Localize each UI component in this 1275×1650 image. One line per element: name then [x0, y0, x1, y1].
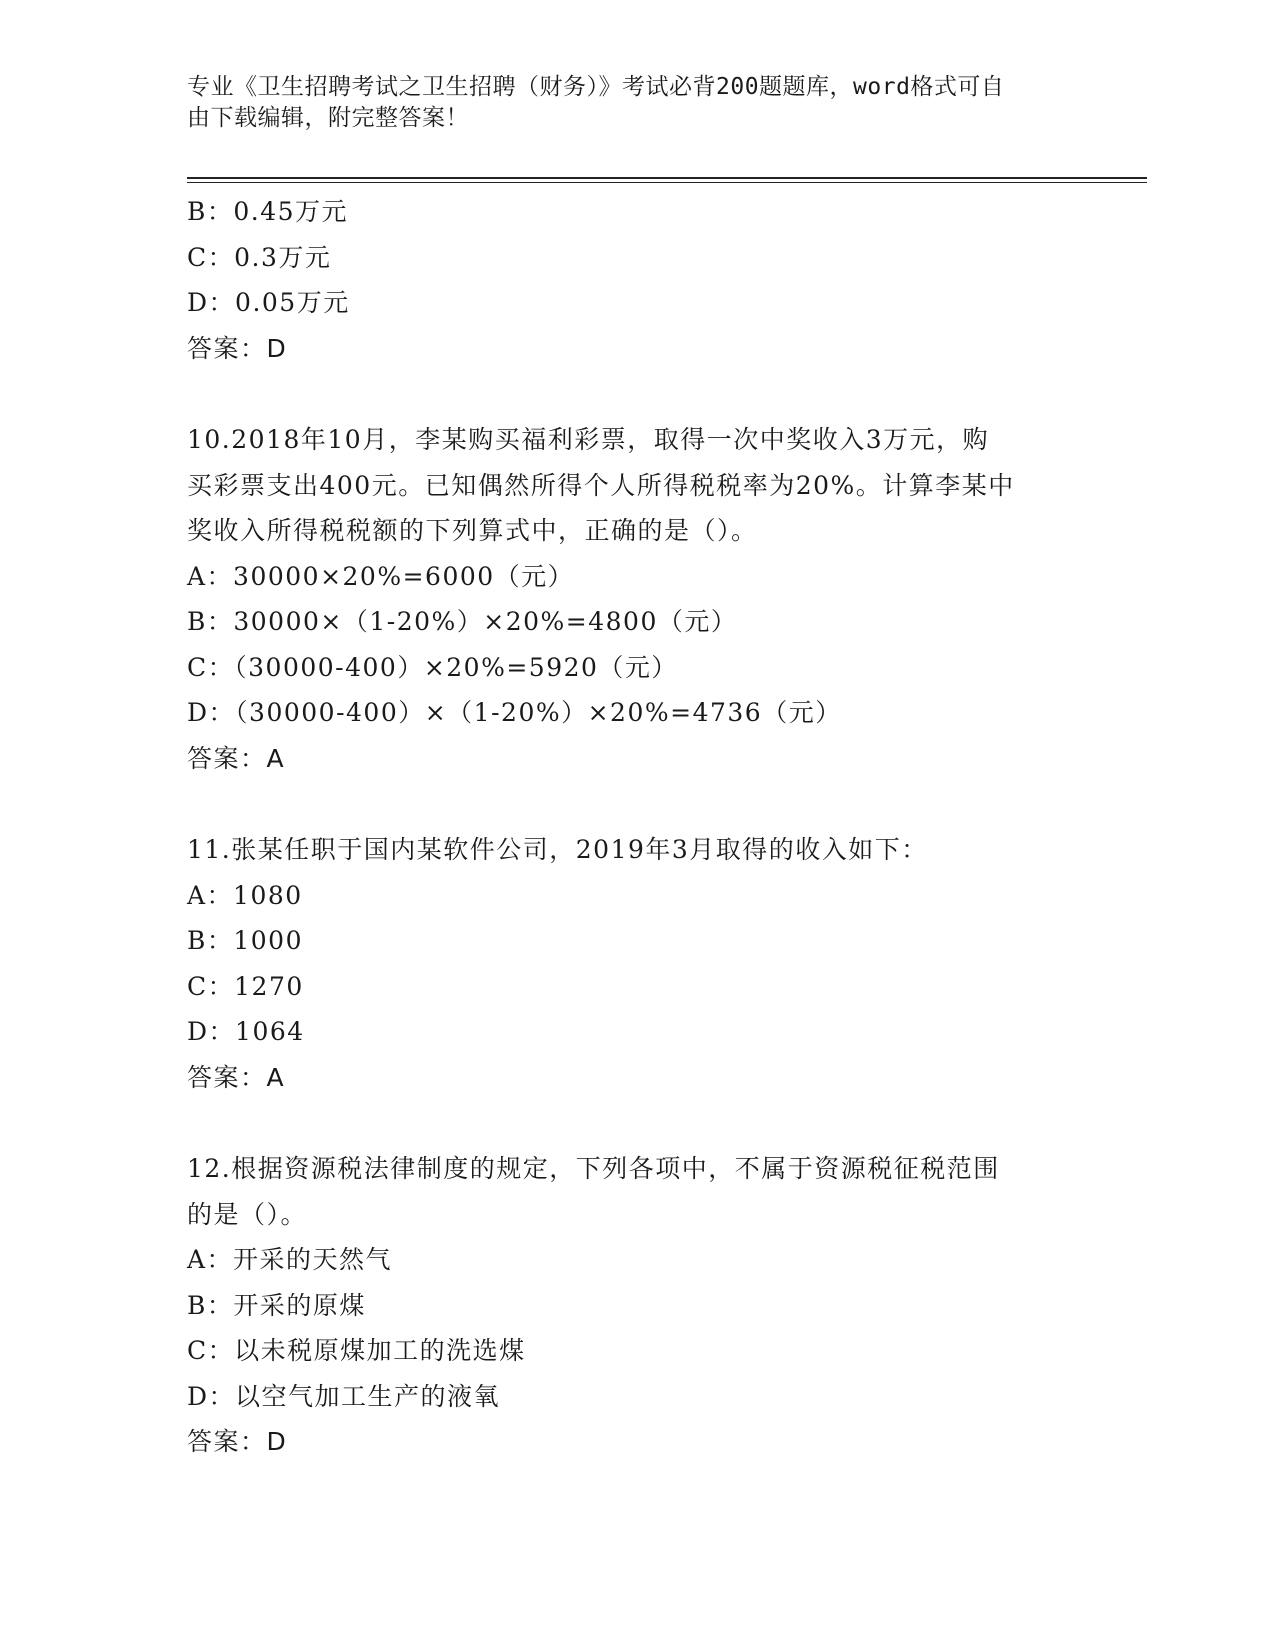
option-b: B：30000×（1-20%）×20%=4800（元） — [187, 607, 738, 636]
option-d: D：以空气加工生产的液氧 — [187, 1381, 501, 1411]
question-list — [187, 189, 1087, 1465]
option-d: D：（30000-400）×（1-20%）×20%=4736（元） — [187, 698, 842, 727]
option-b: B：开采的原煤 — [187, 1290, 366, 1320]
option-c: C：1270 — [187, 971, 304, 1001]
spacer — [187, 1100, 1087, 1146]
option-a: A：30000×20%=6000（元） — [187, 561, 575, 591]
option-c: C：0.3万元 — [187, 242, 332, 272]
answer-line: 答案：A — [187, 743, 286, 773]
answer-line: 答案：D — [187, 1427, 288, 1456]
header-line-1: 专业《卫生招聘考试之卫生招聘（财务）》考试必背200题题库，word格式可自 — [187, 74, 1005, 100]
header-rule-thick — [187, 177, 1147, 179]
spacer — [187, 781, 1087, 827]
question-11 — [187, 827, 1087, 1100]
option-c: C：（30000-400）×20%=5920（元） — [187, 652, 678, 682]
option-a: A：1080 — [187, 880, 303, 910]
question-stem-line: 买彩票支出400元。已知偶然所得个人所得税税率为20%。计算李某中 — [187, 470, 1015, 500]
option-d: D：1064 — [187, 1017, 305, 1046]
option-d: D：0.05万元 — [187, 288, 350, 317]
question-stem-line: 12.根据资源税法律制度的规定，下列各项中，不属于资源税征税范围 — [187, 1154, 1000, 1183]
question-12 — [187, 1146, 1087, 1465]
spacer — [187, 371, 1087, 417]
answer-line: 答案：D — [187, 333, 288, 363]
option-b: B：0.45万元 — [187, 197, 349, 226]
question-9-continued — [187, 189, 1087, 371]
question-stem-line: 10.2018年10月，李某购买福利彩票，取得一次中奖收入3万元，购 — [187, 425, 990, 454]
question-10 — [187, 417, 1087, 781]
header-rule-thin — [187, 182, 1147, 183]
question-stem-line: 的是（）。 — [187, 1199, 308, 1229]
option-b: B：1000 — [187, 926, 303, 955]
header-line-2: 由下载编辑，附完整答案！ — [187, 105, 469, 131]
question-stem-line: 奖收入所得税税额的下列算式中，正确的是（）。 — [187, 516, 758, 545]
option-c: C：以未税原煤加工的洗选煤 — [187, 1336, 526, 1365]
option-a: A：开采的天然气 — [187, 1245, 393, 1274]
page-header — [187, 72, 1087, 134]
question-stem-line: 11.张某任职于国内某软件公司，2019年3月取得的收入如下： — [187, 835, 928, 864]
answer-line: 答案：A — [187, 1062, 286, 1092]
